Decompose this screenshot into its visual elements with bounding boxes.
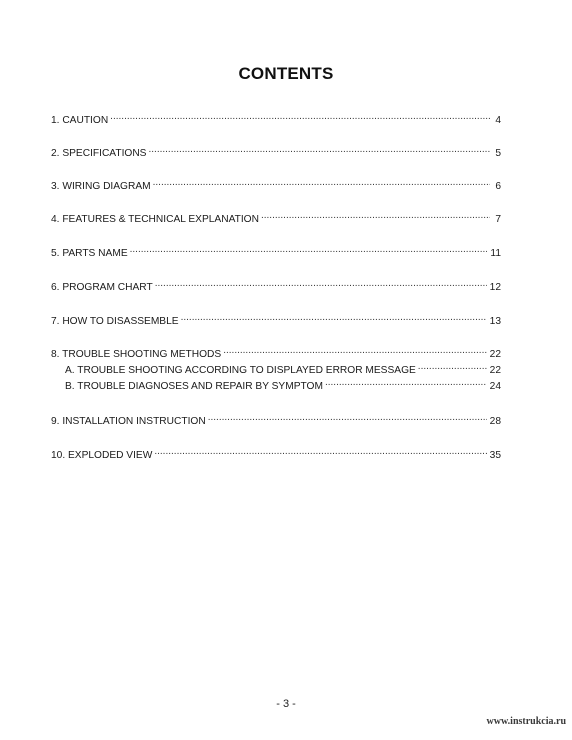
toc-entry-wiring-diagram[interactable]: [51, 176, 501, 193]
toc-entry-features[interactable]: [51, 209, 501, 226]
toc-entry-program-chart[interactable]: [51, 277, 501, 294]
toc-entry-parts-name[interactable]: [51, 243, 501, 260]
toc-entry-label: A. TROUBLE SHOOTING ACCORDING TO DISPLAYED ERROR MESSAGE: [65, 365, 416, 376]
dot-leader: [325, 376, 487, 389]
toc-entry-label: B. TROUBLE DIAGNOSES AND REPAIR BY SYMPTOM: [65, 381, 323, 392]
toc-entry-caution[interactable]: [51, 110, 501, 127]
dot-leader: [153, 176, 490, 189]
dot-leader: [208, 411, 487, 424]
toc-entry-label: 5. PARTS NAME: [51, 248, 128, 259]
page-number: - 3 -: [276, 698, 296, 710]
toc-entry-label: 7. HOW TO DISASSEMBLE: [51, 316, 179, 327]
toc-entry-page: 4: [495, 115, 501, 126]
dot-leader: [223, 344, 486, 357]
toc-entry-installation[interactable]: [51, 411, 501, 428]
dot-leader: [155, 277, 487, 290]
toc-entry-label: 1. CAUTION: [51, 115, 109, 126]
toc-entry-specifications[interactable]: [51, 143, 501, 160]
toc-subentry-repair-by-symptom[interactable]: [65, 376, 501, 393]
watermark-url: www.instrukcia.ru: [486, 716, 566, 727]
toc-entry-trouble-shooting[interactable]: [51, 344, 501, 361]
toc-entry-page: 13: [489, 316, 501, 327]
toc-entry-how-to-disassemble[interactable]: [51, 311, 501, 328]
toc-entry-page: 5: [495, 148, 501, 159]
toc-entry-page: 7: [495, 214, 501, 225]
toc-entry-label: 9. INSTALLATION INSTRUCTION: [51, 416, 206, 427]
toc-entry-label: 6. PROGRAM CHART: [51, 282, 153, 293]
toc-subentry-error-message[interactable]: [65, 360, 501, 377]
toc-entry-label: 4. FEATURES & TECHNICAL EXPLANATION: [51, 214, 259, 225]
toc-entry-page: 22: [489, 365, 501, 376]
toc-entry-page: 6: [495, 181, 501, 192]
dot-leader: [261, 209, 490, 222]
toc-entry-page: 12: [489, 282, 501, 293]
dot-leader: [154, 445, 486, 458]
toc-entry-page: 24: [489, 381, 501, 392]
dot-leader: [130, 243, 488, 256]
toc-entry-label: 10. EXPLODED VIEW: [51, 450, 153, 461]
toc-entry-label: 8. TROUBLE SHOOTING METHODS: [51, 349, 222, 360]
toc-entry-page: 28: [489, 416, 501, 427]
dot-leader: [418, 360, 487, 373]
toc-entry-page: 35: [489, 450, 501, 461]
dot-leader: [148, 143, 490, 156]
toc-entry-label: 2. SPECIFICATIONS: [51, 148, 147, 159]
page-title: CONTENTS: [238, 64, 334, 83]
dot-leader: [110, 110, 490, 123]
toc-entry-page: 11: [490, 248, 501, 259]
toc-entry-label: 3. WIRING DIAGRAM: [51, 181, 151, 192]
toc-entry-page: 22: [489, 349, 501, 360]
dot-leader: [181, 311, 487, 324]
toc-entry-exploded-view[interactable]: [51, 445, 501, 462]
